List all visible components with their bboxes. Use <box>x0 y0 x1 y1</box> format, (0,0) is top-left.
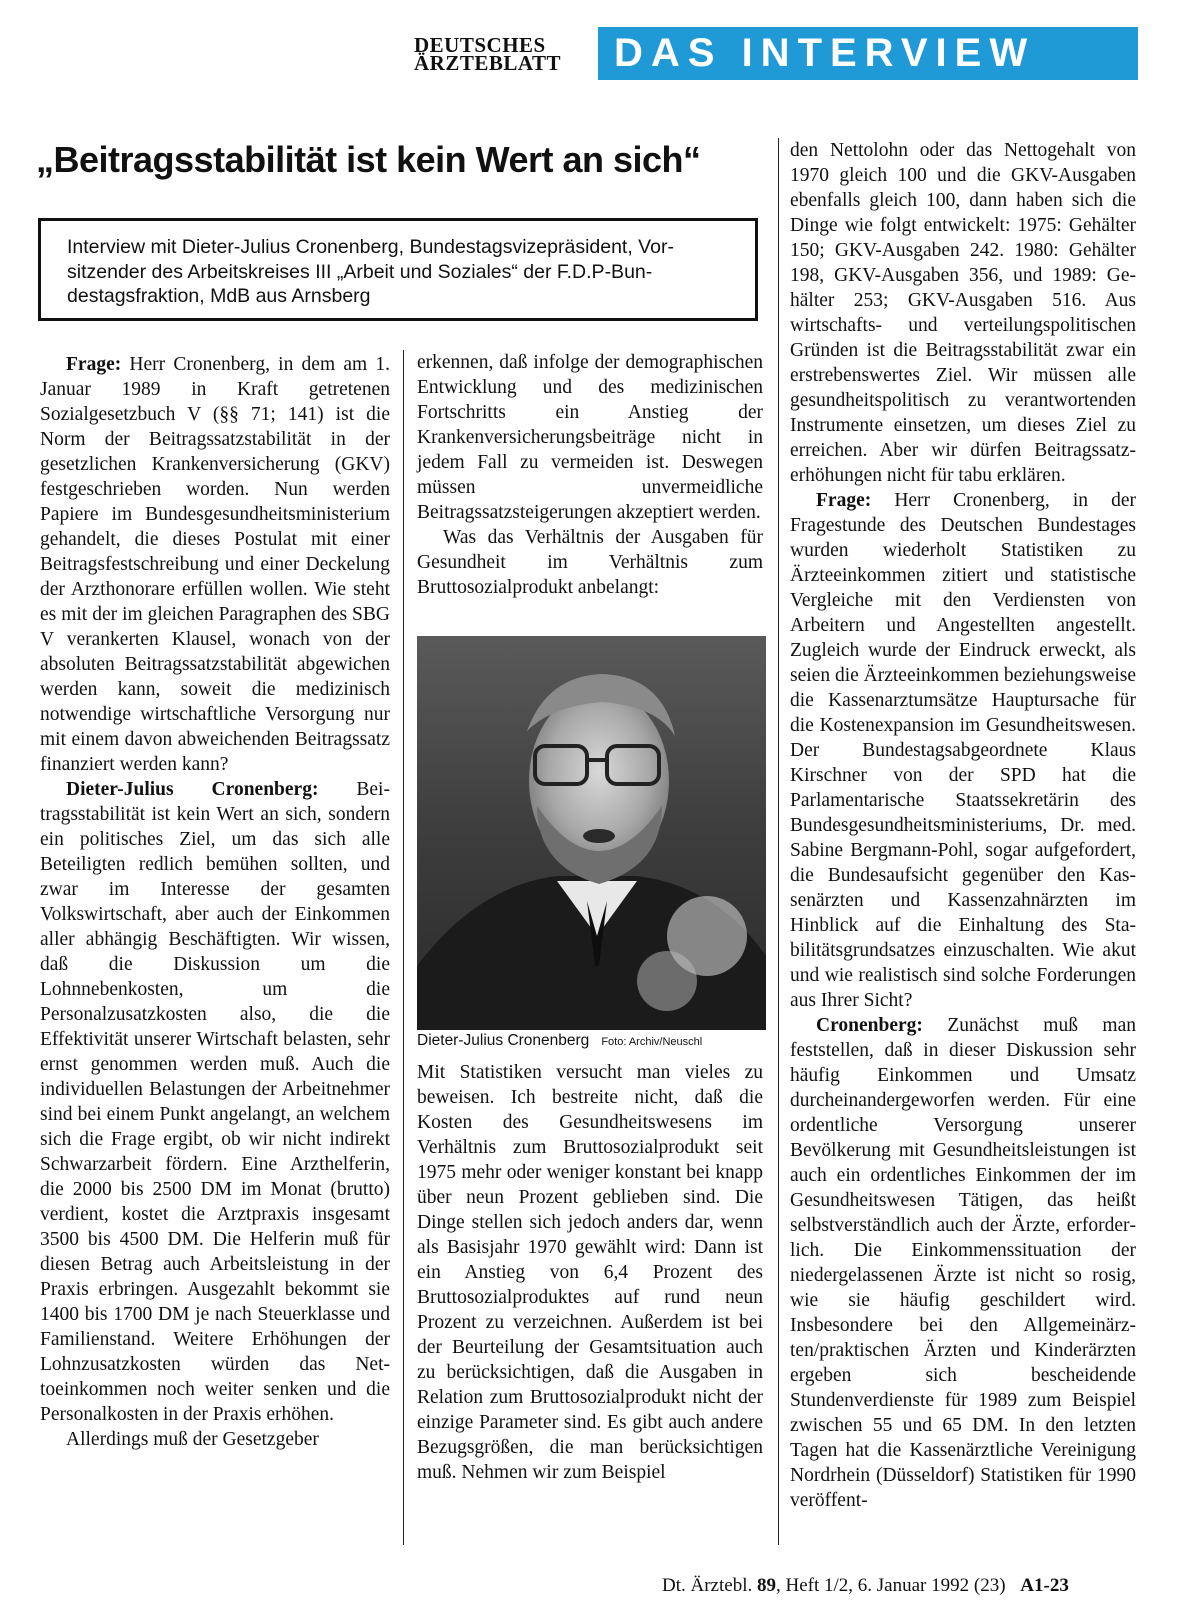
paragraph <box>790 1013 1136 1513</box>
journal-masthead <box>414 33 584 75</box>
paragraph <box>417 525 763 600</box>
footer-journal: Dt. Ärztebl. <box>662 1575 753 1596</box>
paragraph-text: Was das Verhältnis der Ausgaben für Gesundheit im Verhältnis zum Bruttosozialprodukt anbelangt: <box>417 527 763 598</box>
masthead-line-1: DEUTSCHES <box>414 33 546 57</box>
paragraph-text: Zunächst muß man feststellen, daß in dieser Diskussion sehr häufig Einkommen und Umsatz durcheinandergeworfen werden. Für eine ordentliche Versorgung unserer Bevölkerung mit Gesundheitsleistungen ist auch ein ordentliches Einkommen der im Gesundheitswesen Tätigen, das heißt selbstverständlich auch der Ärzte, erforderlich. Die Einkommenssituation der niedergelassenen Ärzte ist nicht so rosig, wie sie häufig geschildert wird. Insbesondere bei den Allgemeinärzten/praktischen Ärzten und Kinderärzten ergeben sich bescheidende Stundenverdienste für 1989 zum Beispiel zwischen 55 und 65 DM. In den letzten Tagen hat die Kassenärztliche Vereinigung Nordrhein (Düsseldorf) Statistiken für 1990 veröffent- <box>790 1015 1136 1511</box>
column-divider <box>778 138 779 1545</box>
column-divider <box>403 350 404 1545</box>
paragraph-text: Herr Cronenberg, in dem am 1. Januar 1989 in Kraft getretenen Sozialgesetzbuch V (§§ 71; 141) ist die Norm der Beitragssatzstabilität in der gesetzlichen Krankenversicherung (GKV) festgeschrieben worden. Nun werden Papiere im Bundesgesundheitsministerium gehandelt, die dieses Postulat mit einer Beitragsfestschreibung und einer Deckelung der Arzthonorare erfüllen wollen. Wie steht es mit der im gleichen Paragraphen des SBG V verankerten Klausel, wonach von der absoluten Beitragssatzstabilität abgewichen werden kann, soweit die medizinisch notwendige wirtschaftliche Versorgung nur mit einem davon abweichenden Beitragssatz finanziert werden kann? <box>40 354 390 775</box>
intro-text: Interview mit Dieter-Julius Cronenberg, Bundestagsvizepräsident, Vorsitzender des Arbeitskreises III „Arbeit und Soziales“ der F.D.P-Bundestagsfraktion, MdB aus Arnsberg <box>67 236 674 307</box>
paragraph <box>40 1427 390 1452</box>
article-headline: „Beitragsstabilität ist kein Wert an sich“ <box>36 139 701 180</box>
paragraph-text: Mit Statistiken versucht man vieles zu beweisen. Ich bestreite nicht, daß die Kosten des Gesundheitswesens im Verhältnis zum Bruttosozialprodukt seit 1975 mehr oder weniger konstant bei knapp über neun Prozent geblieben sind. Die Dinge stellen sich jedoch anders dar, wenn als Basisjahr 1970 gewählt wird: Dann ist ein Anstieg von 6,4 Prozent des Bruttosozialproduktes auf rund neun Prozent zu verzeichnen. Außerdem ist bei der Beurteilung der Gesamtsituation auch zu berücksichtigen, daß die Ausgaben in Relation zum Bruttosozialprodukt nicht der einzige Parameter sind. Es gibt auch andere Bezugsgrößen, die man berücksichtigen muß. Nehmen wir zum Beispiel <box>417 1062 763 1483</box>
paragraph-text: den Nettolohn oder das Nettogehalt von 1970 gleich 100 und die GKV-Ausgaben ebenfalls gleich 100, dann haben sich die Dinge wie folgt entwickelt: 1975: Gehälter 150; GKV-Ausgaben 242. 1980: Gehälter 198, GKV-Ausgaben 356, und 1989: Gehälter 253; GKV-Ausgaben 516. Aus wirtschafts- und verteilungspolitischen Gründen ist die Beitragsstabilität zwar ein erstrebenswertes Ziel. Wir müssen alle gesundheitspolitisch zu verantwortenden Instrumente einsetzen, um dieses Ziel zu erreichen. Aber wir dürfen Beitragssatzerhöhungen nicht für tabu erklären. <box>790 140 1136 486</box>
caption-text: Dieter-Julius Cronenberg <box>417 1032 590 1049</box>
portrait-photo <box>417 636 766 1030</box>
masthead-line-2: ÄRZTEBLATT <box>414 51 561 75</box>
paragraph <box>40 777 390 1427</box>
speaker-label: Frage: <box>816 490 872 511</box>
section-banner: DAS INTERVIEW <box>598 27 1138 80</box>
footer-volume: 89 <box>756 1575 776 1596</box>
column-3 <box>790 138 1136 1513</box>
paragraph-text: Beitragsstabilität ist kein Wert an sich, sondern ein politisches Ziel, um das sich alle Beteiligten redlich bemühen sollten, und zwar im Interesse der gesamten Volkswirtschaft, aber auch der Einkommen aller abhängig Beschäftigten. Wir wissen, daß die Diskussion um die Lohnnebenkosten, um die Personalzusatzkosten also, die die Effektivität unserer Wirtschaft belasten, sehr ernst genommen werden muß. Auch die individuellen Belastungen der Arbeitnehmer sind bei einem Punkt angelangt, an welchem sich die Frage ergibt, ob wir nicht indirekt Schwarzarbeit fördern. Eine Arzthelferin, die 2000 bis 2500 DM im Monat (brutto) verdient, kostet die Arztpraxis insgesamt 3500 bis 4500 DM. Die Helferin muß für diesen Betrag auch Arbeitsleistung in der Praxis erbringen. Ausgezahlt bekommt sie 1400 bis 1700 DM je nach Steuerklasse und Familienstand. Weitere Erhöhungen der Lohnzusatzkosten würden das Nettoeinkommen noch weiter senken und die Personalkosten in der Praxis erhöhen. <box>40 779 390 1425</box>
intro-box <box>38 218 758 321</box>
paragraph <box>790 488 1136 1013</box>
speaker-label: Frage: <box>66 354 122 375</box>
photo-caption <box>417 1032 777 1050</box>
footer-issue: , Heft 1/2, 6. Januar 1992 (23) <box>775 1575 1006 1596</box>
page-footer <box>662 1575 1142 1597</box>
portrait-image <box>417 636 766 1030</box>
paragraph-text: Herr Cronenberg, in der Fragestunde des Deutschen Bundestages wurden wiederholt Statistiken zu Ärzteeinkommen zitiert und statistische Vergleiche mit den Verdiensten von Arbeitern und Angestellten angestellt. Zugleich wurde der Eindruck erweckt, als seien die Ärzteeinkommen beziehungsweise die Kassenarztumsätze Hauptursache für die Kostenexpansion im Gesundheitswesen. Der Bundestagsabgeordnete Klaus Kirschner von der SPD hat die Parlamentarische Staatssekretärin des Bundesgesundheitsministeriums, Dr. med. Sabine Bergmann-Pohl, sogar aufgefordert, die Bundesaufsicht gegenüber den Kassenärzten und Kassenzahnärzten im Hinblick auf die Einhaltung des Stabilitätsgrundsatzes einzuschalten. Wie akut und wie realistisch sind solche Forderungen aus Ihrer Sicht? <box>790 490 1137 1011</box>
paragraph <box>40 352 390 777</box>
speaker-label: Dieter-Julius Cronenberg: <box>66 779 319 800</box>
paragraph <box>417 1060 763 1485</box>
paragraph-text: erkennen, daß infolge der demographischen Entwicklung und des medizinischen Fortschritts ein Anstieg der Krankenversicherungsbeiträge nicht in jedem Fall zu vermeiden ist. Deswegen müssen unvermeidliche Beitragssatzsteigerungen akzeptiert werden. <box>417 352 763 523</box>
footer-page-number: A1-23 <box>1020 1575 1069 1596</box>
speaker-label: Cronenberg: <box>816 1015 923 1036</box>
paragraph-text: Allerdings muß der Gesetzgeber <box>66 1429 319 1450</box>
paragraph <box>417 350 763 525</box>
column-2-bottom <box>417 1060 763 1485</box>
paragraph <box>790 138 1136 488</box>
column-2-top <box>417 350 763 600</box>
column-1 <box>40 352 390 1452</box>
photo-credit: Foto: Archiv/Neuschl <box>601 1036 703 1048</box>
